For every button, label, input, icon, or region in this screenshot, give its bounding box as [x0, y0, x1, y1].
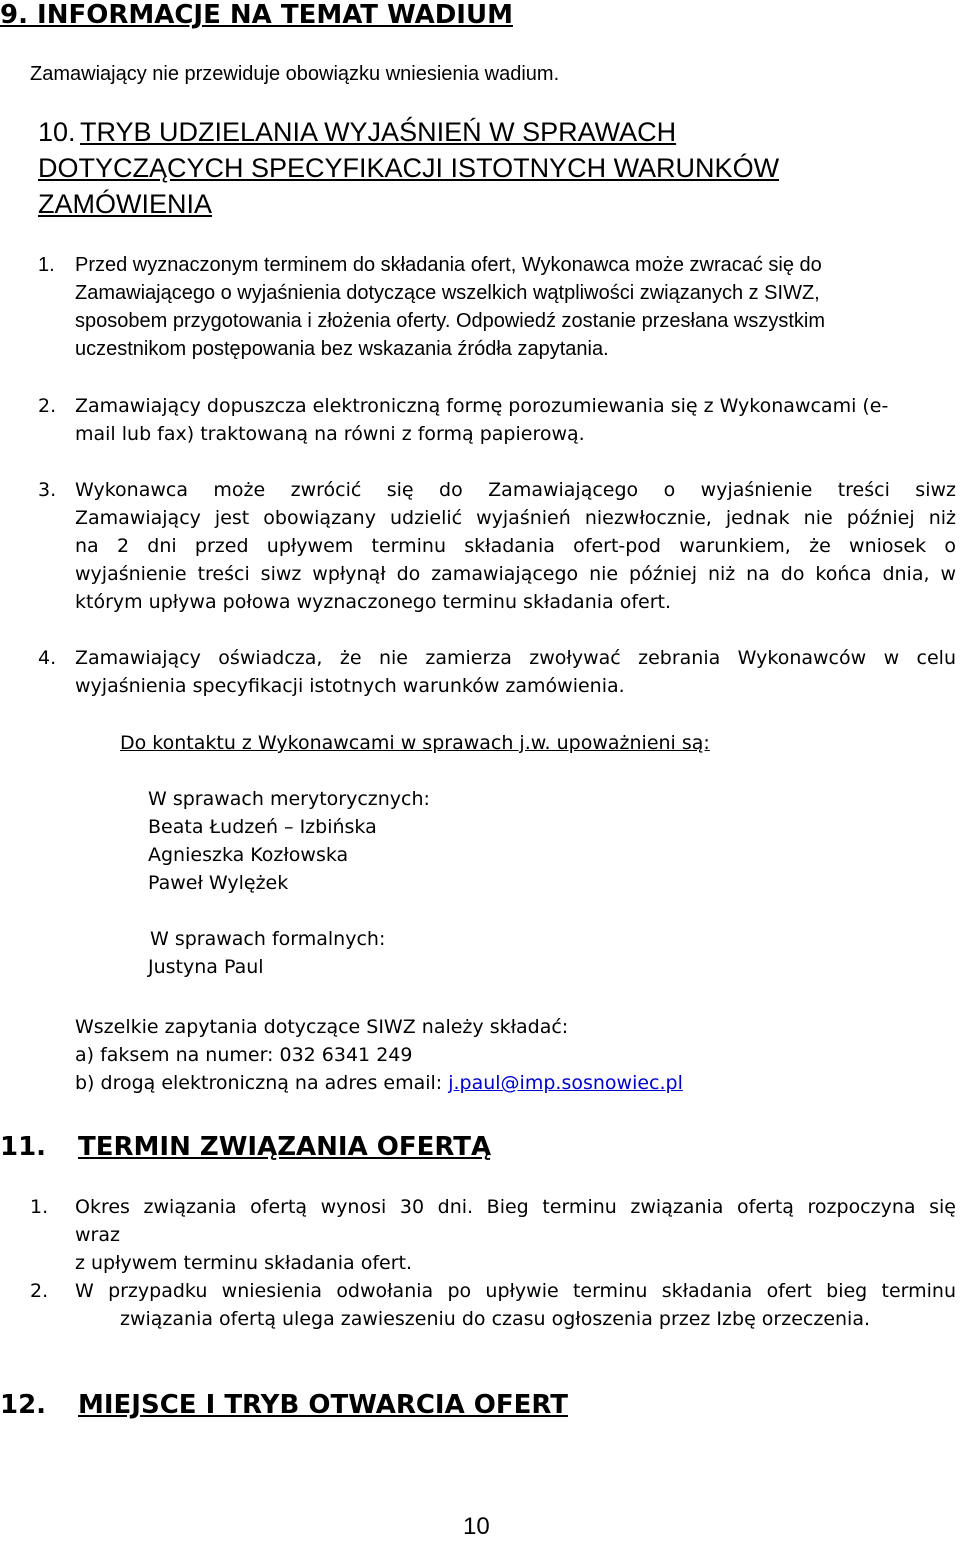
item-10-3-line-4: wyjaśnienie treści siwz wpłynął do zamawiającego nie później niż na do końca dnia, w	[75, 563, 956, 585]
item-10-3-line-2: Zamawiający jest obowiązany udzielić wyjaśnień niezwłocznie, jednak nie później niż	[75, 507, 956, 529]
item-11-2-line-2: związania ofertą ulega zawieszeniu do czasu ogłoszenia przez Izbę orzeczenia.	[120, 1308, 871, 1330]
email-prefix: b) drogą elektroniczną na adres email:	[75, 1072, 449, 1094]
section-10-heading-line-2: DOTYCZĄCYCH SPECYFIKACJI ISTOTNYCH WARUNKÓW	[38, 153, 780, 183]
item-10-1-line-4: uczestnikom postępowania bez wskazania źródła zapytania.	[75, 338, 609, 360]
section-9-heading: 9. INFORMACJE NA TEMAT WADIUM	[0, 0, 513, 30]
formal-label: W sprawach formalnych:	[150, 928, 386, 950]
questions-intro: Wszelkie zapytania dotyczące SIWZ należy składać:	[75, 1016, 569, 1038]
item-11-1-number: 1.	[30, 1196, 49, 1218]
item-10-1-line-1: Przed wyznaczonym terminem do składania ofert, Wykonawca może zwracać się do	[75, 254, 822, 276]
item-10-3-line-3: na 2 dni przed upływem terminu składania ofert-pod warunkiem, że wniosek o	[75, 535, 956, 557]
fax-line: a) faksem na numer: 032 6341 249	[75, 1044, 413, 1066]
item-10-1-line-2: Zamawiającego o wyjaśnienia dotyczące wszelkich wątpliwości związanych z SIWZ,	[75, 282, 820, 304]
section-12-number: 12.	[0, 1390, 47, 1420]
email-link[interactable]: j.paul@imp.sosnowiec.pl	[448, 1072, 683, 1094]
merit-person: Paweł Wylężek	[148, 872, 289, 894]
formal-person: Justyna Paul	[148, 956, 264, 978]
section-10-heading-line-1: TRYB UDZIELANIA WYJAŚNIEŃ W SPRAWACH	[80, 117, 677, 147]
page-number: 10	[463, 1513, 490, 1540]
item-10-4-line-2: wyjaśnienia specyfikacji istotnych warunków zamówienia.	[75, 675, 625, 697]
item-10-4-number: 4.	[38, 647, 57, 669]
item-10-3-number: 3.	[38, 479, 57, 501]
item-10-1-number: 1.	[38, 254, 55, 276]
item-11-2-line-1: W przypadku wniesienia odwołania po upływie terminu składania ofert bieg terminu	[75, 1280, 956, 1302]
merit-label: W sprawach merytorycznych:	[148, 788, 430, 810]
item-10-3-line-5: którym upływa połowa wyznaczonego terminu składania ofert.	[75, 591, 672, 613]
item-11-1-line-1: Okres związania ofertą wynosi 30 dni. Bieg terminu związania ofertą rozpoczyna się	[75, 1196, 956, 1218]
email-line	[75, 1069, 683, 1097]
item-11-1-line-2: wraz	[75, 1224, 120, 1246]
item-10-2-line-1: Zamawiający dopuszcza elektroniczną formę porozumiewania się z Wykonawcami (e-	[75, 395, 889, 417]
merit-person: Agnieszka Kozłowska	[148, 844, 349, 866]
item-10-1-line-3: sposobem przygotowania i złożenia oferty. Odpowiedź zostanie przesłana wszystkim	[75, 310, 825, 332]
section-11-number: 11.	[0, 1132, 47, 1162]
merit-person: Beata Łudzeń – Izbińska	[148, 816, 377, 838]
section-12-heading: MIEJSCE I TRYB OTWARCIA OFERT	[78, 1390, 568, 1420]
item-10-2-line-2: mail lub fax) traktowaną na równi z formą papierową.	[75, 423, 585, 445]
item-10-2-number: 2.	[38, 395, 57, 417]
item-11-1-line-3: z upływem terminu składania ofert.	[75, 1252, 413, 1274]
section-10-heading-line-3: ZAMÓWIENIA	[38, 189, 212, 219]
section-11-heading: TERMIN ZWIĄZANIA OFERTĄ	[78, 1132, 492, 1162]
section-10-number: 10.	[38, 117, 76, 147]
item-11-2-number: 2.	[30, 1280, 49, 1302]
item-10-4-line-1: Zamawiający oświadcza, że nie zamierza zwoływać zebrania Wykonawców w celu	[75, 647, 956, 669]
item-10-3-line-1: Wykonawca może zwrócić się do Zamawiającego o wyjaśnienie treści siwz	[75, 479, 956, 501]
section-9-text: Zamawiający nie przewiduje obowiązku wniesienia wadium.	[30, 63, 560, 85]
contact-heading: Do kontaktu z Wykonawcami w sprawach j.w. upoważnieni są:	[120, 732, 710, 754]
